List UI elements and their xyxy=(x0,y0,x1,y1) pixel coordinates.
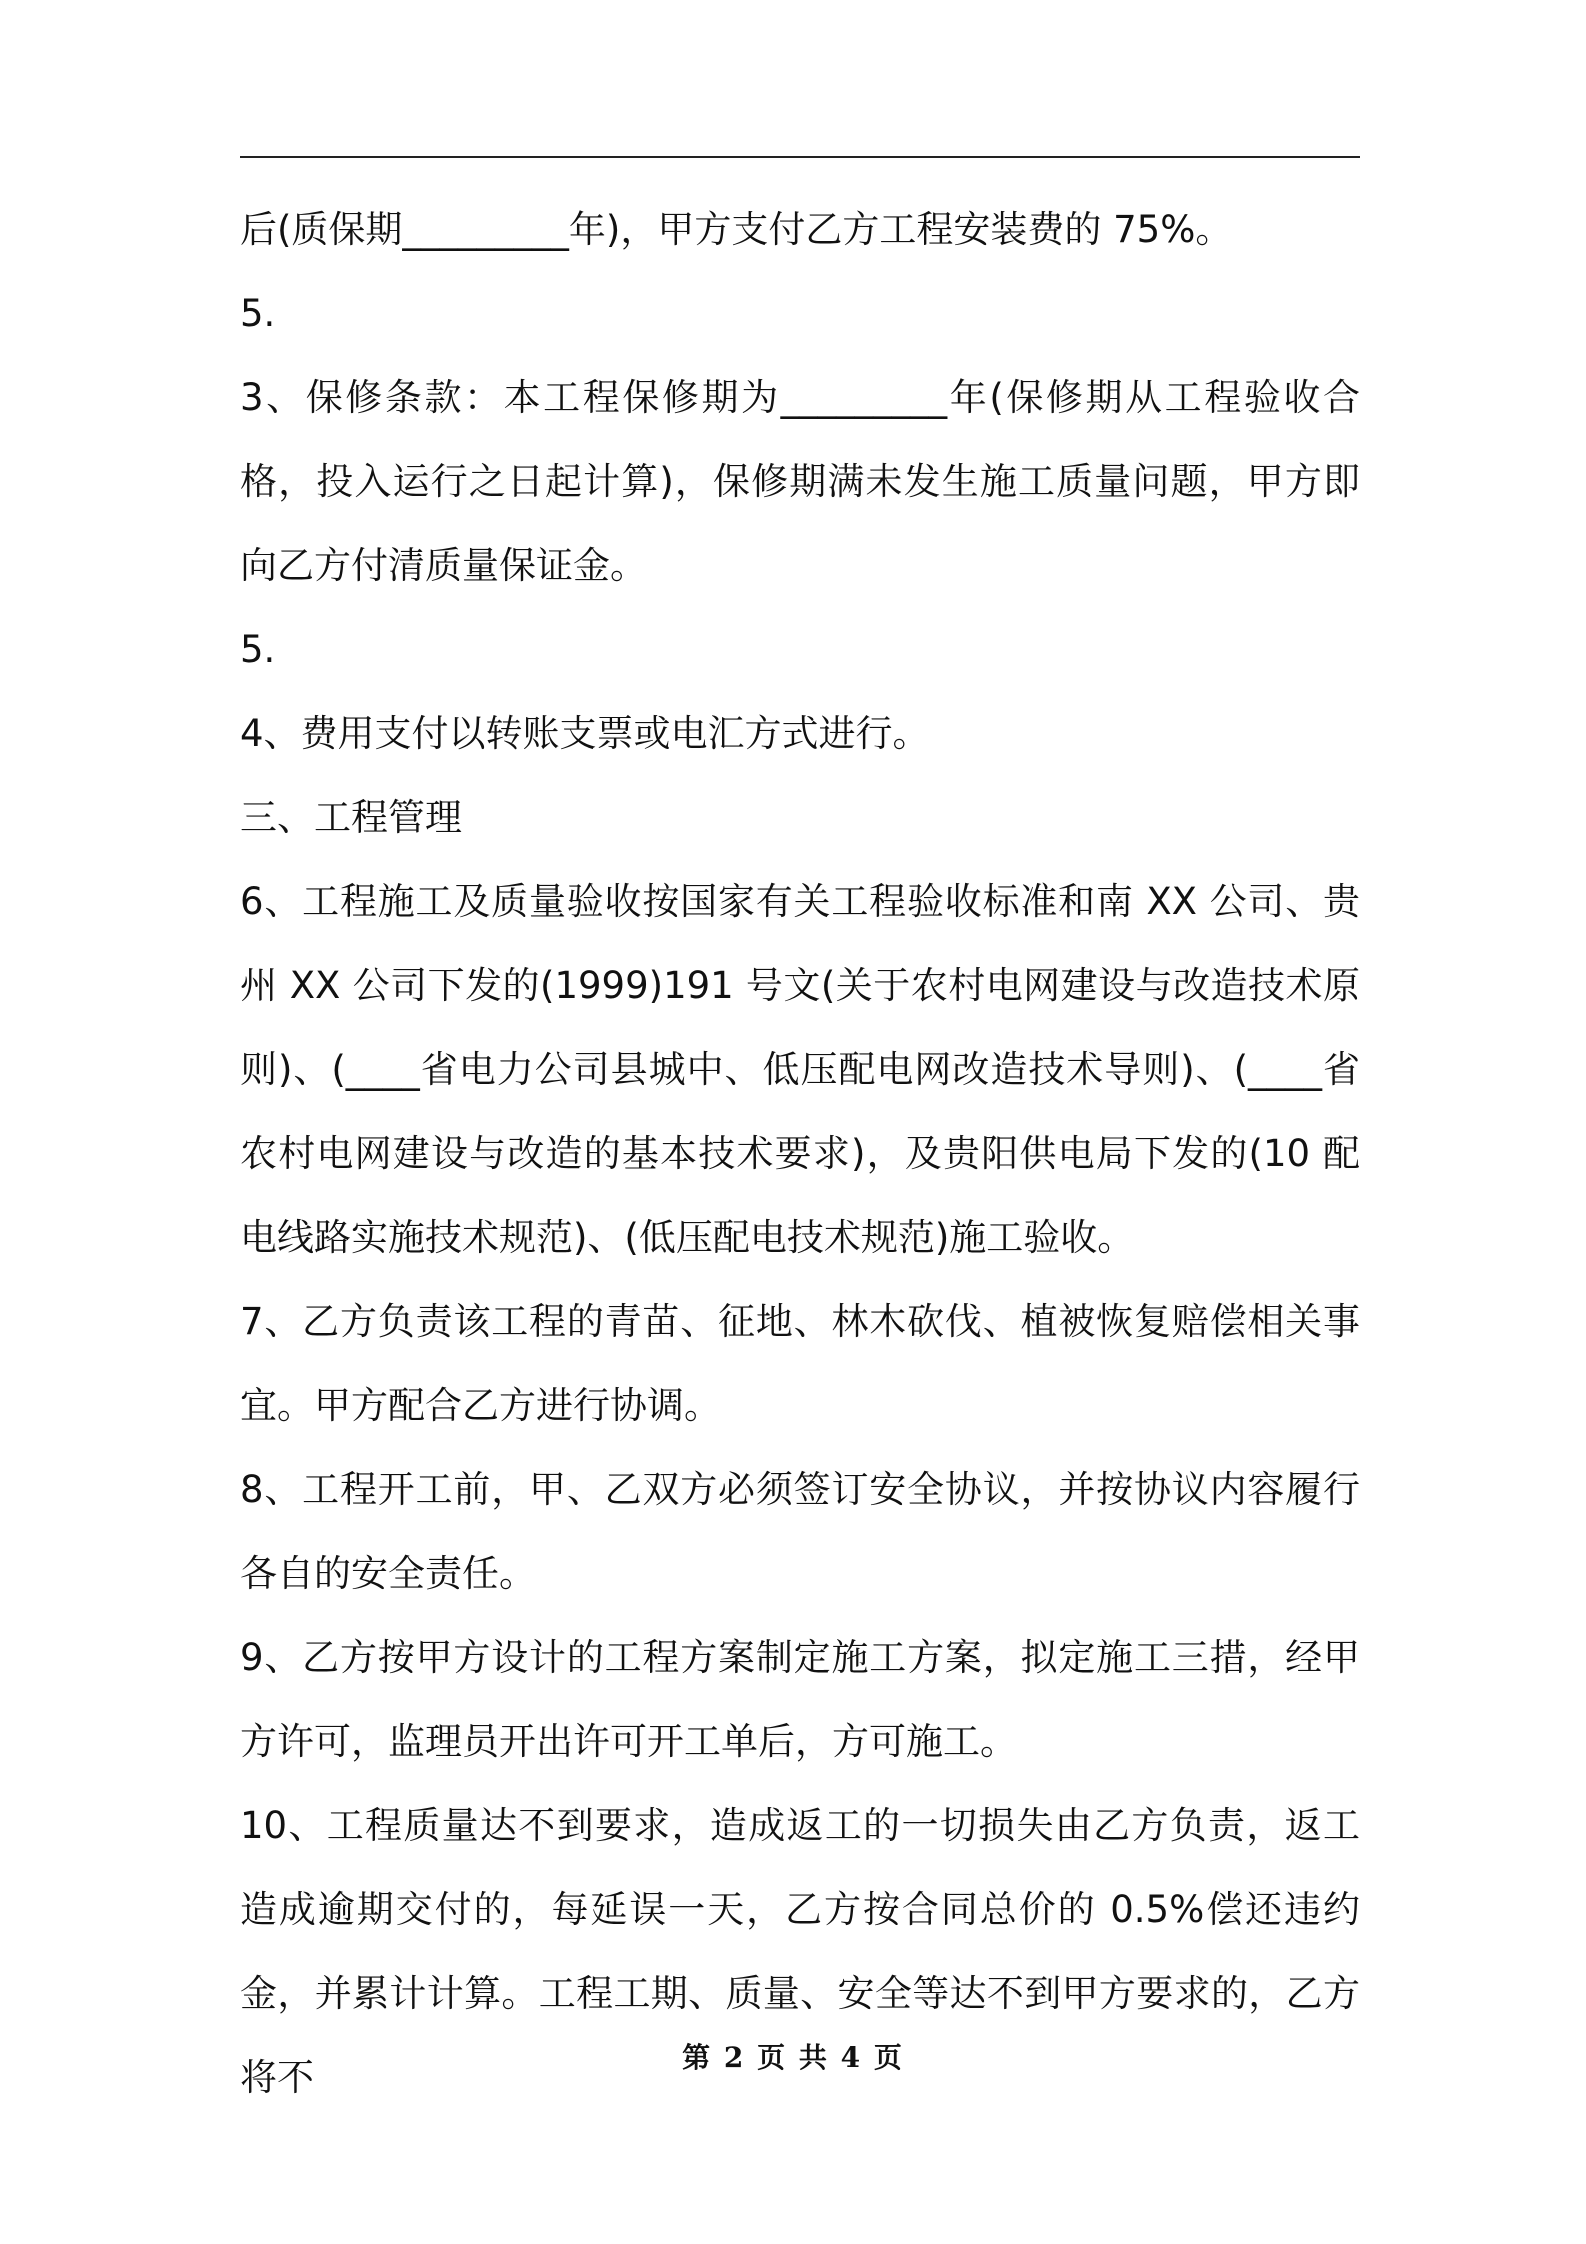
paragraph: 后(质保期_________年)，甲方支付乙方工程安装费的 75%。 xyxy=(240,208,1233,251)
paragraph: 7、乙方负责该工程的青苗、征地、林木砍伐、植被恢复赔偿相关事宜。甲方配合乙方进行协调。 xyxy=(240,1300,1360,1427)
paragraph: 5. xyxy=(240,292,276,335)
paragraph: 9、乙方按甲方设计的工程方案制定施工方案，拟定施工三措，经甲方许可，监理员开出许可开工单后，方可施工。 xyxy=(240,1636,1360,1763)
paragraph: 8、工程开工前，甲、乙双方必须签订安全协议，并按协议内容履行各自的安全责任。 xyxy=(240,1468,1360,1595)
header-rule xyxy=(240,156,1360,158)
document-body xyxy=(240,188,1360,2120)
section-heading: 三、工程管理 xyxy=(240,796,462,839)
paragraph: 6、工程施工及质量验收按国家有关工程验收标准和南 XX 公司、贵州 XX 公司下发的(1999)191 号文(关于农村电网建设与改造技术原则)、(____省电力公司县城中、低压配电网改造技术导则)、(____省农村电网建设与改造的基本技术要求)，及贵阳供电局下发的(10 配电线路实施技术规范)、(低压配电技术规范)施工验收。 xyxy=(240,880,1360,1259)
paragraph: 5. xyxy=(240,628,276,671)
paragraph: 4、费用支付以转账支票或电汇方式进行。 xyxy=(240,712,930,755)
page-number: 第 2 页 共 4 页 xyxy=(682,2041,904,2074)
paragraph: 10、工程质量达不到要求，造成返工的一切损失由乙方负责，返工造成逾期交付的，每延误一天，乙方按合同总价的 0.5%偿还违约金，并累计计算。工程工期、质量、安全等达不到甲方要求的，乙方将不 xyxy=(240,1804,1360,2099)
paragraph: 3、保修条款：本工程保修期为_________年(保修期从工程验收合格，投入运行之日起计算)，保修期满未发生施工质量问题，甲方即向乙方付清质量保证金。 xyxy=(240,376,1360,587)
